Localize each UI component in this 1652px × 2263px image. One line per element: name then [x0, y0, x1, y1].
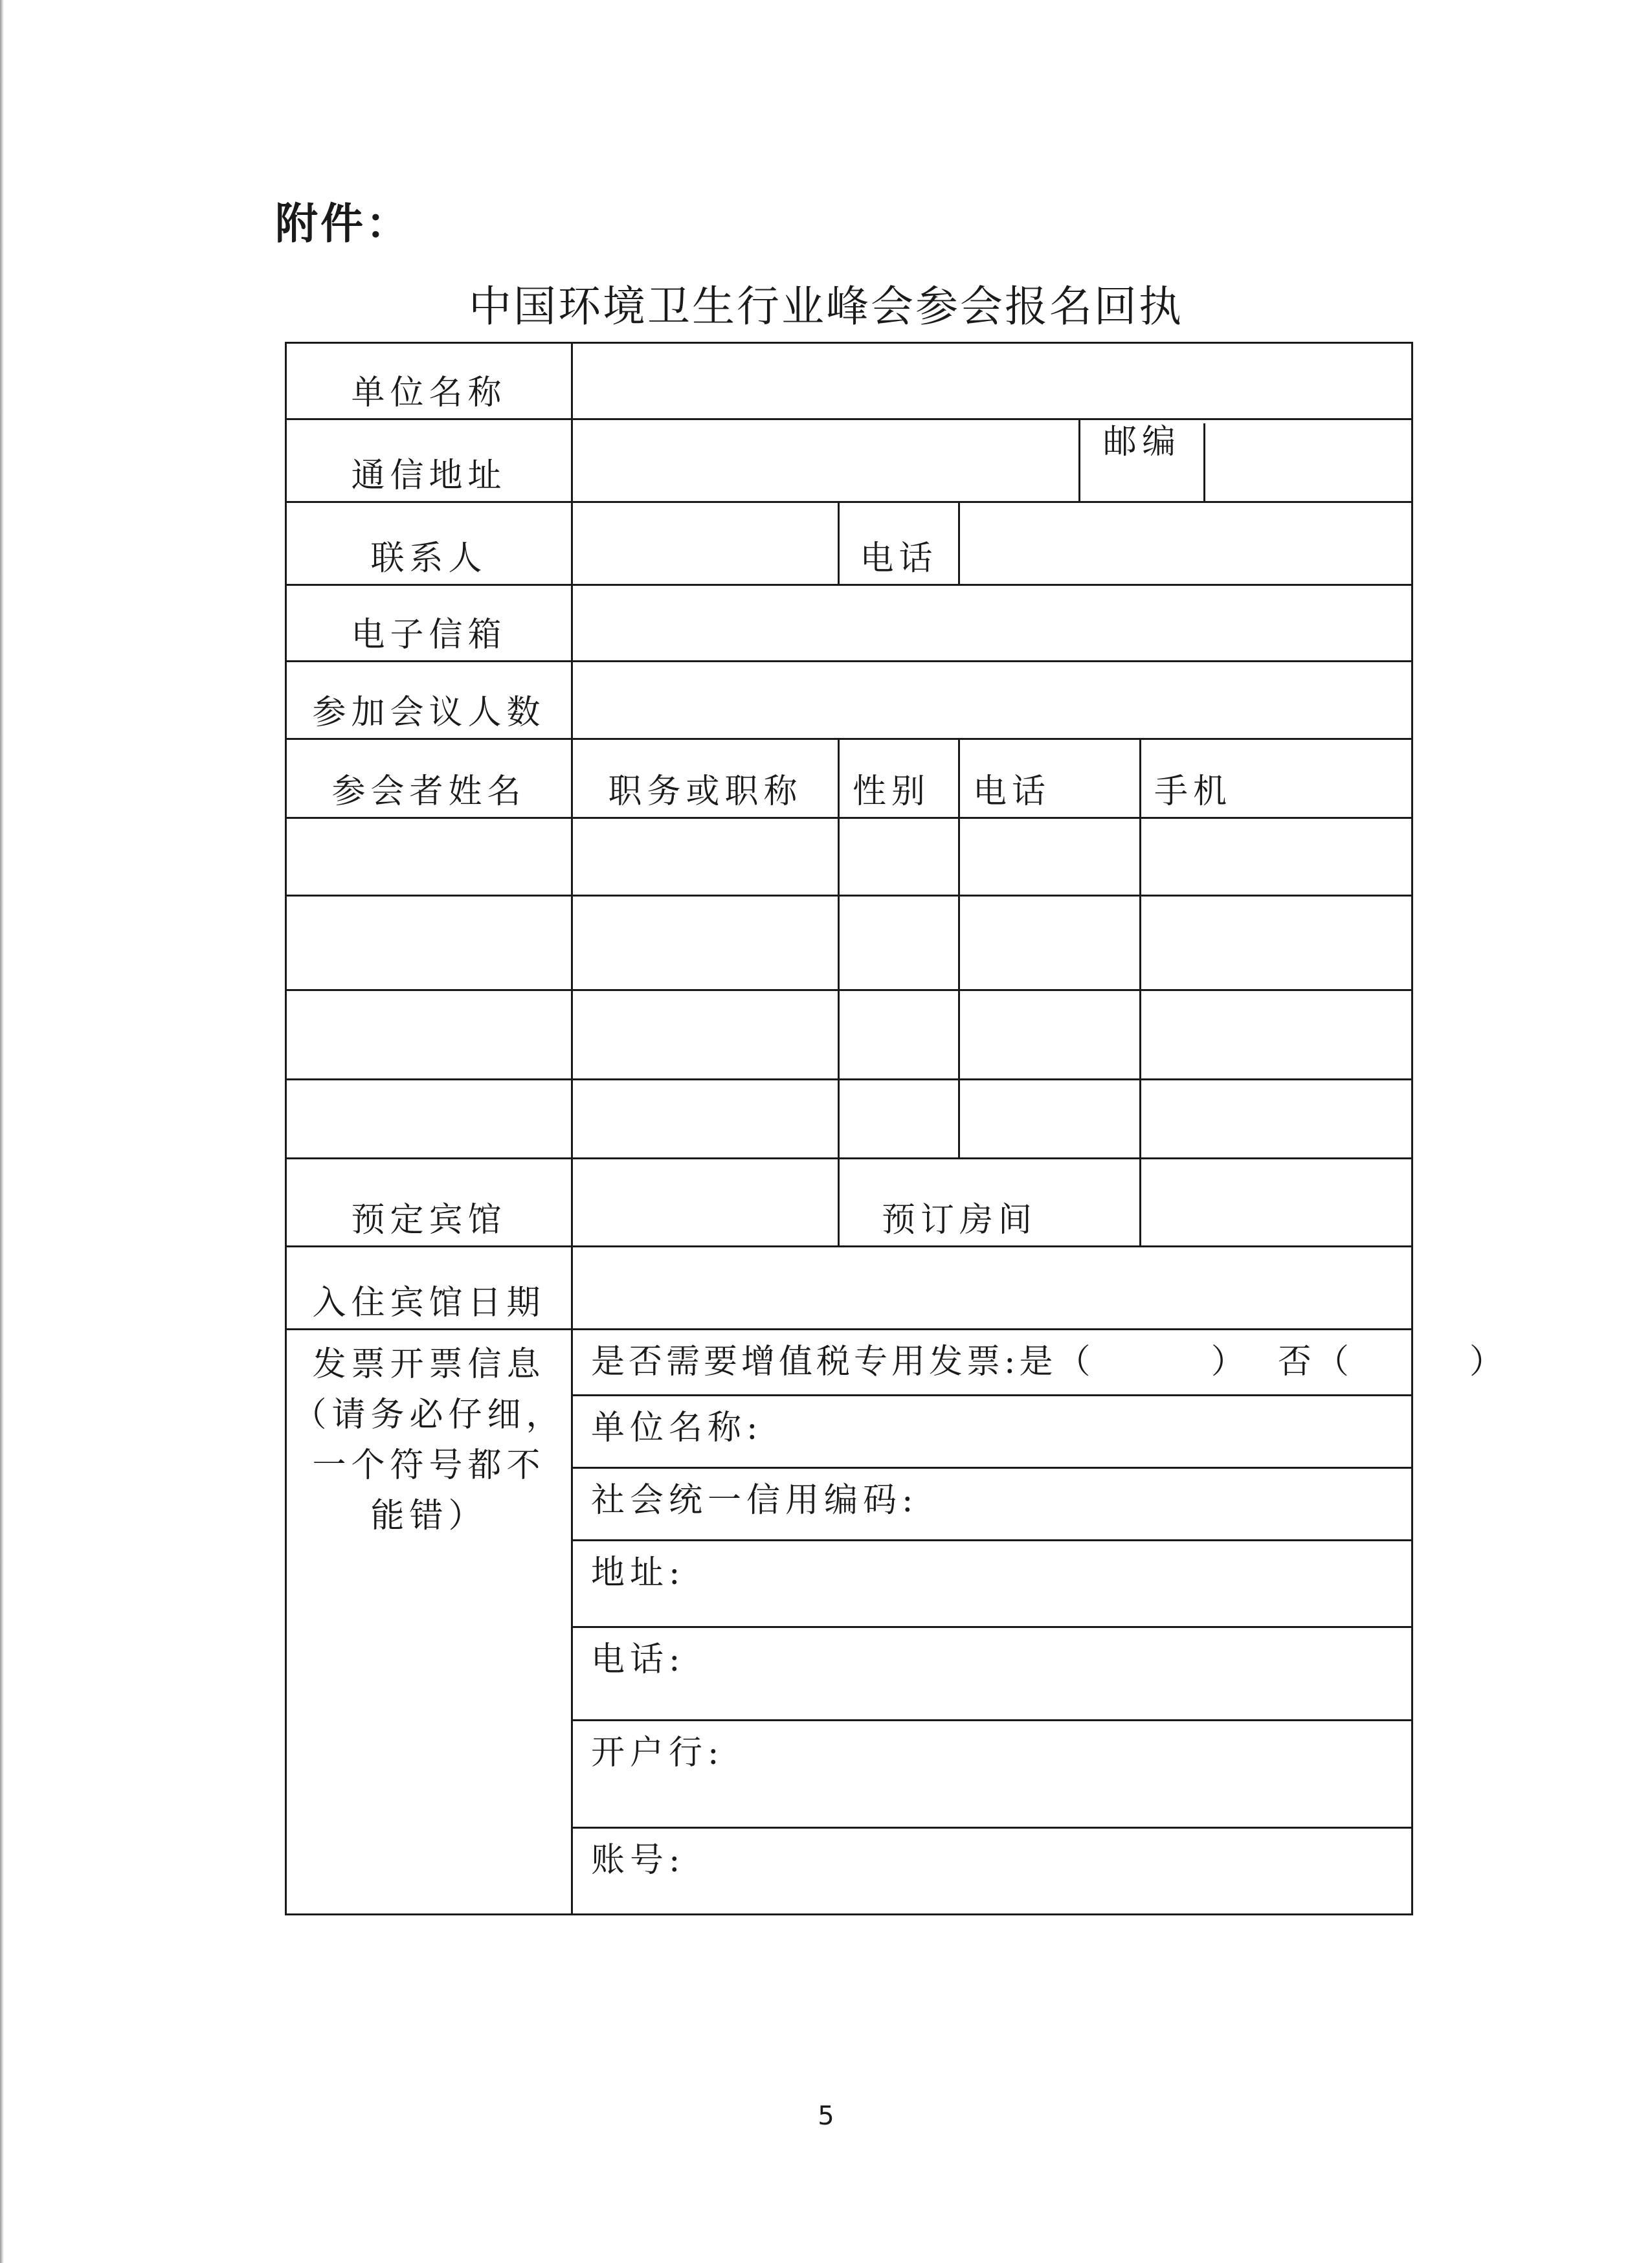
- attendee-phone-cell[interactable]: [959, 818, 1141, 896]
- invoice-heading-line: （请务必仔细，: [293, 1396, 565, 1434]
- unit-name-label: 单位名称: [286, 343, 572, 419]
- attendee-row: [286, 818, 1412, 896]
- attendee-gender-cell[interactable]: [839, 896, 959, 990]
- attendee-phone-cell[interactable]: [959, 990, 1141, 1080]
- reserve-hotel-field[interactable]: [572, 1159, 839, 1247]
- attendee-phone-cell[interactable]: [959, 896, 1141, 990]
- attendee-row: [286, 896, 1412, 990]
- invoice-credit-code-field[interactable]: 社会统一信用编码:: [572, 1468, 1412, 1541]
- email-field[interactable]: [572, 585, 1412, 662]
- invoice-heading-line: 一个符号都不: [312, 1446, 546, 1485]
- attendee-phone-cell[interactable]: [959, 1080, 1141, 1159]
- row-hotel: [286, 1159, 1412, 1247]
- contact-label: 联系人: [286, 502, 572, 585]
- attendee-mobile-header: 手机: [1141, 739, 1412, 818]
- page-number: 5: [818, 2101, 834, 2131]
- contact-field[interactable]: [572, 502, 839, 585]
- registration-form-table: [285, 342, 1508, 1915]
- reserve-room-label: 预订房间: [881, 1201, 1037, 1240]
- row-contact: [286, 502, 1412, 585]
- attendee-name-cell[interactable]: [286, 896, 572, 990]
- invoice-heading-cell: [286, 1330, 572, 1915]
- unit-name-field[interactable]: [572, 343, 1412, 419]
- contact-phone-label: 电话: [839, 502, 959, 585]
- attendee-gender-cell[interactable]: [839, 1080, 959, 1159]
- attendee-count-label: 参加会议人数: [286, 662, 572, 739]
- attendee-name-cell[interactable]: [286, 1080, 572, 1159]
- email-label: 电子信箱: [286, 585, 572, 662]
- address-label: 通信地址: [286, 419, 572, 502]
- row-unit-name: [286, 343, 1412, 419]
- attendee-title-header: 职务或职称: [572, 739, 839, 818]
- attendee-phone-header-cell: [959, 739, 1141, 818]
- attendee-gender-cell[interactable]: [839, 990, 959, 1080]
- contact-phone-field[interactable]: [959, 502, 1412, 585]
- invoice-heading-line: 发票开票信息: [312, 1345, 546, 1384]
- postcode-label-cell: [1080, 419, 1412, 502]
- postcode-field[interactable]: [1203, 423, 1411, 501]
- checkin-date-field[interactable]: [572, 1247, 1412, 1330]
- attendee-title-cell[interactable]: [572, 990, 839, 1080]
- invoice-account-field[interactable]: 账号:: [572, 1828, 1412, 1915]
- row-checkin: [286, 1247, 1412, 1330]
- attendee-row: [286, 1080, 1412, 1159]
- postcode-label: 邮编: [1102, 423, 1181, 462]
- attendee-mobile-cell[interactable]: [1141, 990, 1412, 1080]
- reserve-hotel-label: 预定宾馆: [286, 1159, 572, 1247]
- attendee-mobile-cell[interactable]: [1141, 1080, 1412, 1159]
- attendee-header-row: [286, 739, 1412, 818]
- scan-edge: [0, 0, 4, 2263]
- invoice-bank-field[interactable]: 开户行:: [572, 1721, 1412, 1828]
- row-email: [286, 585, 1412, 662]
- attendee-name-header: 参会者姓名: [286, 739, 572, 818]
- attendee-phone-header: 电话: [973, 772, 1051, 812]
- attendee-title-cell[interactable]: [572, 1080, 839, 1159]
- invoice-address-field[interactable]: 地址:: [572, 1541, 1412, 1627]
- reserve-room-field[interactable]: [1141, 1159, 1412, 1247]
- invoice-heading-line: 能错）: [370, 1497, 487, 1535]
- address-field[interactable]: [572, 419, 1080, 502]
- invoice-unit-name-field[interactable]: 单位名称:: [572, 1396, 1412, 1468]
- attendee-gender-header: 性别: [839, 739, 959, 818]
- row-address: [286, 419, 1412, 502]
- invoice-row-vat: [286, 1330, 1412, 1396]
- attendee-mobile-cell[interactable]: [1141, 896, 1412, 990]
- attendee-row: [286, 990, 1412, 1080]
- attendee-name-cell[interactable]: [286, 818, 572, 896]
- invoice-phone-field[interactable]: 电话:: [572, 1627, 1412, 1721]
- attendee-count-field[interactable]: [572, 662, 1412, 739]
- reserve-room-label-cell: [839, 1159, 1141, 1247]
- attendee-name-cell[interactable]: [286, 990, 572, 1080]
- attendee-gender-cell[interactable]: [839, 818, 959, 896]
- checkin-date-label: 入住宾馆日期: [286, 1247, 572, 1330]
- vat-invoice-question[interactable]: 是否需要增值税专用发票:是（ ） 否（ ）: [572, 1330, 1412, 1396]
- attachment-label: 附件：: [275, 199, 411, 249]
- attendee-title-cell[interactable]: [572, 818, 839, 896]
- row-attendee-count: [286, 662, 1412, 739]
- attendee-mobile-cell[interactable]: [1141, 818, 1412, 896]
- attendee-title-cell[interactable]: [572, 896, 839, 990]
- form-title: 中国环境卫生行业峰会参会报名回执: [469, 282, 1183, 331]
